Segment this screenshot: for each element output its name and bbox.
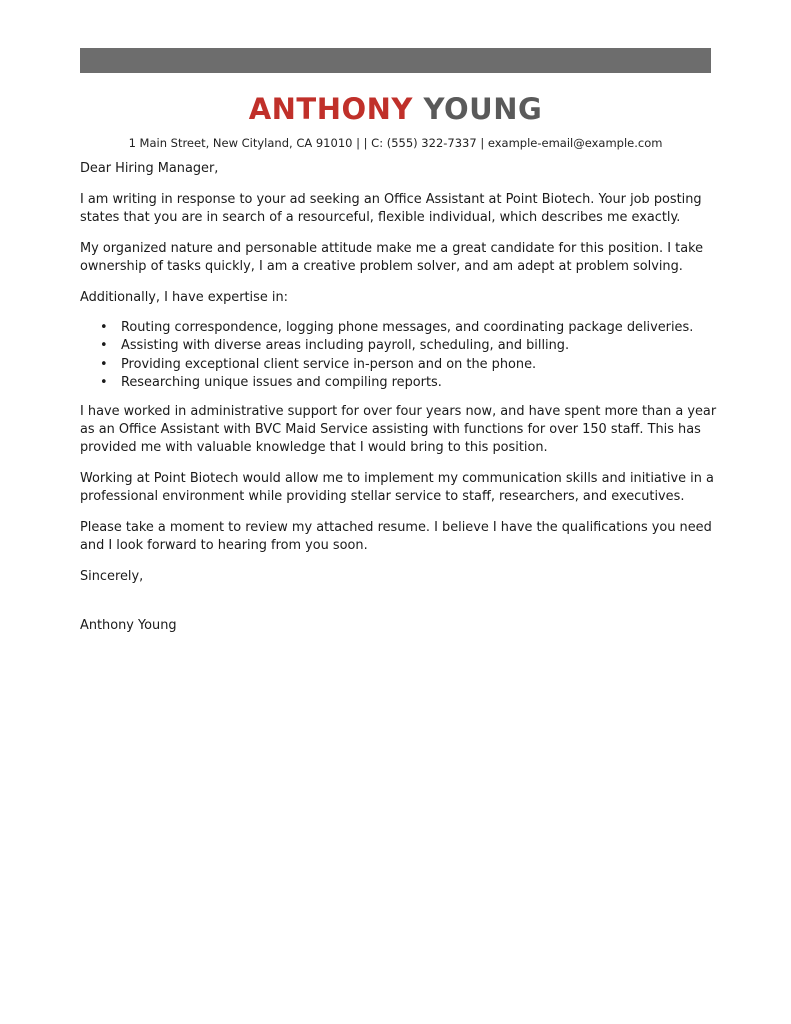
list-item-text: Assisting with diverse areas including payroll, scheduling, and billing. bbox=[121, 338, 570, 354]
bullet-icon: • bbox=[100, 320, 108, 336]
paragraph-experience: I have worked in administrative support for over four years now, and have spent more than a year as an Office Assistant with BVC Maid Service assisting with functions for over 150 staff. This has provided me with valuable knowledge that I would bring to this position. bbox=[80, 404, 717, 456]
list-item-text: Providing exceptional client service in-person and on the phone. bbox=[121, 356, 537, 372]
first-name: ANTHONY bbox=[248, 92, 413, 126]
list-item-text: Routing correspondence, logging phone messages, and coordinating package deliveries. bbox=[121, 320, 694, 336]
bullet-icon: • bbox=[100, 356, 108, 372]
expertise-intro: Additionally, I have expertise in: bbox=[80, 289, 288, 305]
paragraph-intro: I am writing in response to your ad seeking an Office Assistant at Point Biotech. Your job posting states that you are in search of a resourceful, flexible individual, which describes me exactly. bbox=[80, 191, 702, 225]
list-item bbox=[80, 356, 720, 374]
contact-line: 1 Main Street, New Cityland, CA 91010 | | C: (555) 322-7337 | example-email@example.com bbox=[128, 136, 663, 150]
closing: Sincerely, bbox=[80, 568, 144, 584]
bullet-icon: • bbox=[100, 338, 108, 354]
header-bar bbox=[80, 48, 711, 73]
list-item bbox=[80, 337, 720, 355]
paragraph-qualities: My organized nature and personable attitude make me a great candidate for this position. I take ownership of tasks quickly, I am a creative problem solver, and am adept at problem solving. bbox=[80, 240, 704, 274]
expertise-list bbox=[80, 319, 720, 392]
last-name: YOUNG bbox=[423, 92, 543, 126]
list-item-text: Researching unique issues and compiling reports. bbox=[121, 374, 442, 390]
salutation: Dear Hiring Manager, bbox=[80, 161, 219, 176]
list-item bbox=[80, 374, 720, 392]
applicant-name bbox=[80, 89, 711, 129]
bullet-icon: • bbox=[100, 374, 108, 390]
letter-body bbox=[80, 160, 720, 648]
paragraph-closing-request: Please take a moment to review my attached resume. I believe I have the qualifications you need and I look forward to hearing from you soon. bbox=[80, 520, 712, 554]
paragraph-motivation: Working at Point Biotech would allow me to implement my communication skills and initiative in a professional environment while providing stellar service to staff, researchers, and executives. bbox=[80, 471, 714, 505]
signature: Anthony Young bbox=[80, 618, 177, 634]
list-item bbox=[80, 319, 720, 337]
